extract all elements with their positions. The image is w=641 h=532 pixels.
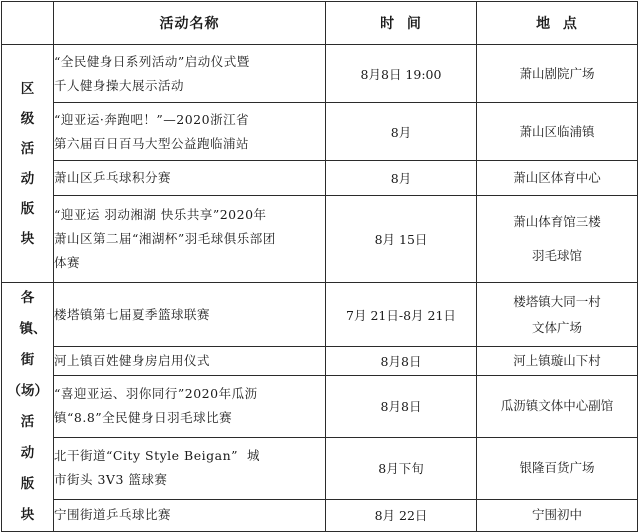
activity-time-cell: 8月8日	[326, 347, 477, 376]
event-schedule-table	[1, 1, 638, 532]
activity-place-cell: 宁围初中	[477, 499, 638, 531]
activity-name-cell: 宁围街道乒乓球比赛	[54, 499, 326, 531]
activity-name-cell: 河上镇百姓健身房启用仪式	[54, 347, 326, 376]
table-row	[2, 283, 638, 347]
activity-time-cell: 8月8日	[326, 375, 477, 437]
table-header-row	[2, 2, 638, 45]
activity-place-cell: 萧山剧院广场	[477, 45, 638, 103]
activity-place-cell: 萧山区临浦镇	[477, 103, 638, 161]
block-label-district: 区 级 活 动 版 块	[2, 45, 54, 283]
activity-time-cell: 8月8日 19:00	[326, 45, 477, 103]
activity-place-cell: 银隆百货广场	[477, 437, 638, 499]
activity-time-cell: 8月下旬	[326, 437, 477, 499]
table-row	[2, 103, 638, 161]
activity-time-cell: 8月	[326, 103, 477, 161]
activity-place-cell: 楼塔镇大同一村 文体广场	[477, 283, 638, 347]
table-row	[2, 161, 638, 196]
activity-time-cell: 8月	[326, 161, 477, 196]
activity-name-cell: “喜迎亚运、羽你同行”2020年瓜沥 镇“8.8”全民健身日羽毛球比赛	[54, 375, 326, 437]
activity-time-cell: 8月 22日	[326, 499, 477, 531]
table-row	[2, 347, 638, 376]
table-row	[2, 437, 638, 499]
header-place: 地 点	[477, 2, 638, 45]
activity-time-cell: 8月 15日	[326, 196, 477, 283]
table-row	[2, 375, 638, 437]
activity-name-cell: 北干街道“City Style Beigan” 城 市街头 3V3 篮球赛	[54, 437, 326, 499]
table-row	[2, 196, 638, 283]
activity-name-cell: 楼塔镇第七届夏季篮球联赛	[54, 283, 326, 347]
activity-name-cell: “全民健身日系列活动”启动仪式暨 千人健身操大展示活动	[54, 45, 326, 103]
activity-time-cell: 7月 21日-8月 21日	[326, 283, 477, 347]
header-activity-name: 活动名称	[54, 2, 326, 45]
activity-place-cell: 萧山体育馆三楼 羽毛球馆	[477, 196, 638, 283]
activity-name-cell: 萧山区乒乓球积分赛	[54, 161, 326, 196]
activity-name-cell: “迎亚运 羽动湘湖 快乐共享”2020年 萧山区第二届“湘湖杯”羽毛球俱乐部团 体赛	[54, 196, 326, 283]
block-label-towns: 各 镇、 街 （场） 活 动 版 块	[2, 283, 54, 532]
activity-place-cell: 河上镇璇山下村	[477, 347, 638, 376]
table-row	[2, 499, 638, 531]
header-time: 时 间	[326, 2, 477, 45]
header-block-cell	[2, 2, 54, 45]
activity-name-cell: “迎亚运·奔跑吧！”—2020浙江省 第六届百日百马大型公益跑临浦站	[54, 103, 326, 161]
activity-place-cell: 萧山区体育中心	[477, 161, 638, 196]
table-row	[2, 45, 638, 103]
activity-place-cell: 瓜沥镇文体中心副馆	[477, 375, 638, 437]
